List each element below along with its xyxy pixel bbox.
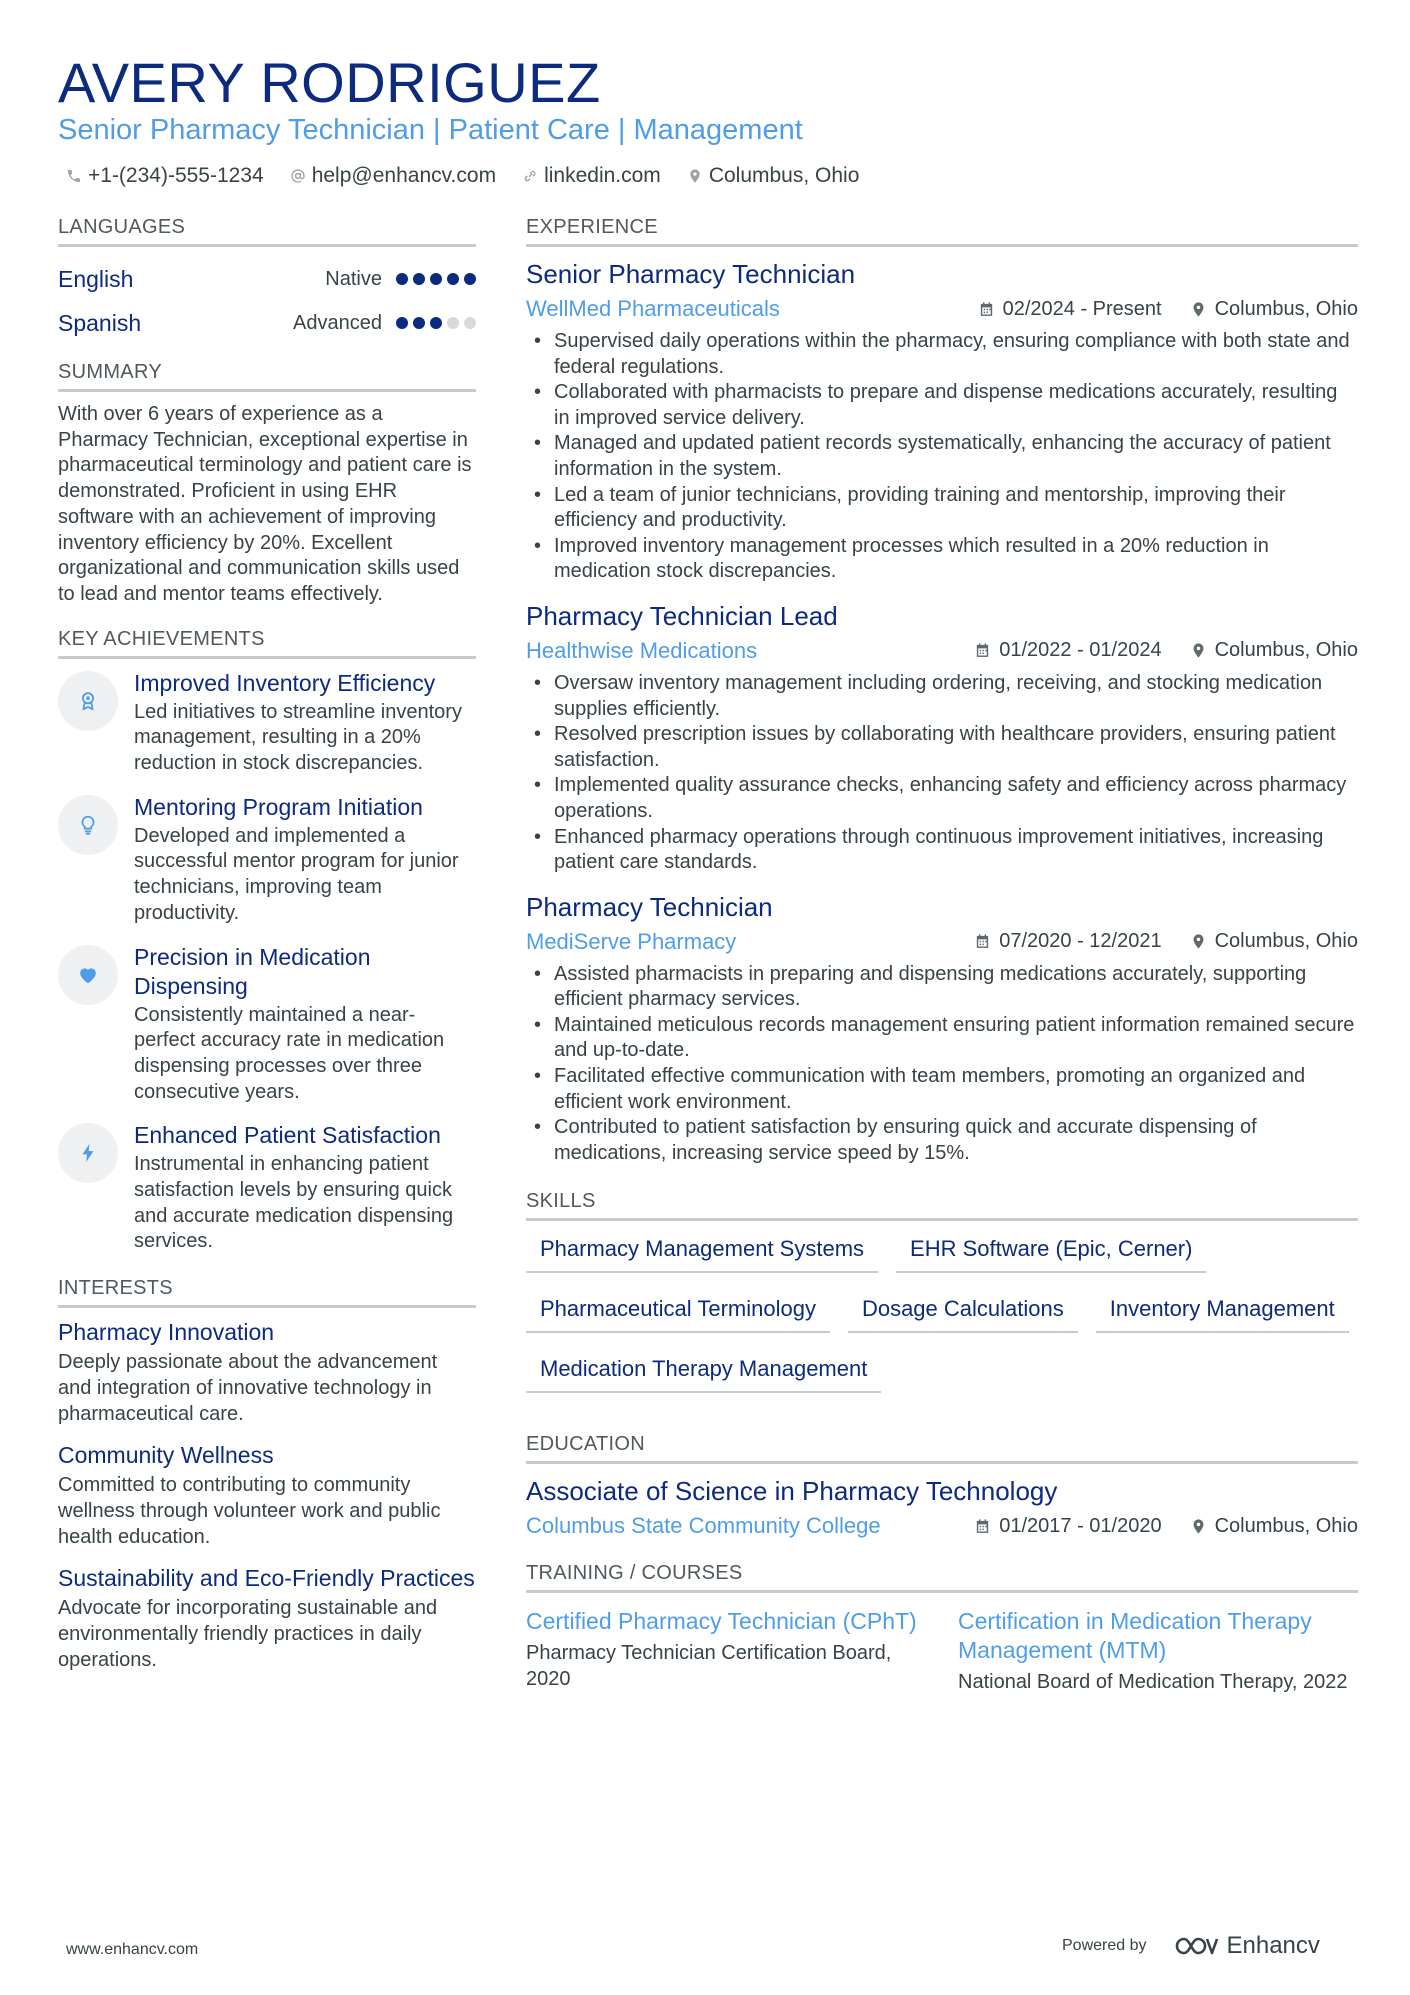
education-school: Columbus State Community College bbox=[526, 1513, 881, 1539]
bolt-icon bbox=[77, 1142, 99, 1164]
calendar-icon bbox=[978, 301, 995, 318]
linkedin-text: linkedin.com bbox=[544, 164, 661, 187]
training-org: National Board of Medication Therapy, 2022 bbox=[958, 1671, 1348, 1694]
award-icon bbox=[77, 690, 99, 712]
heart-icon bbox=[77, 964, 99, 986]
education-degree: Associate of Science in Pharmacy Technology bbox=[526, 1476, 1058, 1507]
contact-phone bbox=[66, 162, 264, 190]
training-list bbox=[526, 1607, 1358, 1695]
map-pin-icon bbox=[1190, 933, 1207, 950]
language-level: Native bbox=[325, 267, 382, 290]
job-bullet: • Contributed to patient satisfaction by ensuring quick and accurate dispensing of medications, increasing service speed by 15%. bbox=[526, 1115, 1358, 1166]
job-company: Healthwise Medications bbox=[526, 637, 758, 663]
footer-website[interactable]: www.enhancv.com bbox=[66, 1941, 199, 1958]
rating-dot-empty bbox=[447, 317, 459, 329]
rating-dot-filled bbox=[430, 273, 442, 285]
training-title: Certification in Medication Therapy Management (MTM) bbox=[958, 1608, 1312, 1664]
map-pin-icon bbox=[1190, 642, 1207, 659]
languages-list bbox=[58, 257, 476, 345]
powered-by-label: Powered by bbox=[1062, 1937, 1147, 1954]
job-dates: 07/2020 - 12/2021 bbox=[999, 930, 1162, 953]
language-item bbox=[58, 301, 476, 345]
rating-dot-filled bbox=[430, 317, 442, 329]
contact-linkedin[interactable] bbox=[522, 162, 661, 190]
job-bullet: • Implemented quality assurance checks, enhancing safety and efficiency across pharmacy operations. bbox=[526, 773, 1358, 824]
achievement-item bbox=[58, 793, 476, 927]
job-title: Pharmacy Technician Lead bbox=[526, 600, 838, 631]
achievement-title: Enhanced Patient Satisfaction bbox=[134, 1122, 441, 1149]
summary-heading: SUMMARY bbox=[58, 359, 476, 392]
achievement-title: Mentoring Program Initiation bbox=[134, 793, 423, 820]
training-item bbox=[526, 1607, 926, 1695]
job-bullets bbox=[526, 962, 1358, 1167]
email-text: help@enhancv.com bbox=[311, 164, 497, 187]
language-item bbox=[58, 257, 476, 301]
rating-dot-filled bbox=[447, 273, 459, 285]
rating-dot-filled bbox=[464, 273, 476, 285]
job-bullets bbox=[526, 671, 1358, 876]
interest-title: Sustainability and Eco-Friendly Practices bbox=[58, 1565, 475, 1592]
interests-heading: INTERESTS bbox=[58, 1275, 476, 1308]
job-bullet: • Maintained meticulous records management ensuring patient information remained secure and up-to-date. bbox=[526, 1013, 1358, 1064]
contact-bar bbox=[66, 162, 859, 190]
training-item bbox=[958, 1607, 1358, 1695]
job-company: WellMed Pharmaceuticals bbox=[526, 296, 780, 321]
language-level: Advanced bbox=[293, 311, 382, 334]
job-bullet: • Assisted pharmacists in preparing and dispensing medications accurately, supporting efficient pharmacy services. bbox=[526, 962, 1358, 1013]
location-text: Columbus, Ohio bbox=[708, 164, 860, 187]
achievement-title: Improved Inventory Efficiency bbox=[134, 669, 436, 696]
calendar-icon bbox=[974, 642, 991, 659]
skill-tag: EHR Software (Epic, Cerner) bbox=[896, 1231, 1206, 1273]
achievements-heading: KEY ACHIEVEMENTS bbox=[58, 626, 476, 659]
rating-dot-empty bbox=[464, 317, 476, 329]
interest-title: Community Wellness bbox=[58, 1442, 274, 1469]
training-org: Pharmacy Technician Certification Board, 2020 bbox=[526, 1642, 892, 1691]
interest-title: Pharmacy Innovation bbox=[58, 1319, 275, 1346]
phone-text: +1-(234)-555-1234 bbox=[88, 164, 264, 187]
job-dates: 01/2022 - 01/2024 bbox=[999, 639, 1162, 662]
achievement-desc: Consistently maintained a near-perfect accuracy rate in medication dispensing processes over three consecutive years. bbox=[134, 1003, 445, 1103]
job-bullet: • Resolved prescription issues by collaborating with healthcare providers, ensuring patient satisfaction. bbox=[526, 722, 1358, 773]
map-pin-icon bbox=[1190, 301, 1207, 318]
link-icon bbox=[522, 168, 538, 184]
job-location: Columbus, Ohio bbox=[1214, 297, 1358, 320]
rating-dot-filled bbox=[396, 273, 408, 285]
skill-tag: Inventory Management bbox=[1096, 1291, 1349, 1333]
footer-branding bbox=[1062, 1932, 1320, 1960]
interest-item bbox=[58, 1564, 476, 1673]
achievements-list bbox=[58, 669, 476, 1256]
achievement-title: Precision in Medication Dispensing bbox=[134, 943, 371, 999]
achievement-desc: Instrumental in enhancing patient satisfaction levels by ensuring quick and accurate medication dispensing services. bbox=[134, 1153, 454, 1253]
education-heading: EDUCATION bbox=[526, 1431, 1358, 1464]
rating-dot-filled bbox=[413, 317, 425, 329]
brand-name: Enhancv bbox=[1226, 1932, 1320, 1959]
interest-desc: Deeply passionate about the advancement and integration of innovative technology in pharmaceutical care. bbox=[58, 1351, 438, 1425]
at-icon bbox=[290, 168, 306, 184]
languages-heading: LANGUAGES bbox=[58, 214, 476, 247]
candidate-name: AVERY RODRIGUEZ bbox=[58, 51, 601, 114]
achievement-desc: Developed and implemented a successful mentor program for junior technicians, improving team productivity. bbox=[134, 824, 459, 924]
language-name: English bbox=[58, 265, 134, 292]
job-bullet: • Improved inventory management processes which resulted in a 20% reduction in medication stock discrepancies. bbox=[526, 534, 1358, 585]
candidate-headline: Senior Pharmacy Technician | Patient Care | Management bbox=[58, 114, 803, 146]
calendar-icon bbox=[974, 1518, 991, 1535]
lightbulb-icon bbox=[77, 814, 99, 836]
map-pin-icon bbox=[1190, 1518, 1207, 1535]
summary-text: With over 6 years of experience as a Pharmacy Technician, exceptional expertise in pharmaceutical terminology and patient care is demonstrated. Proficient in using EHR software with an achievement of improving inventory efficiency by 20%. Excellent organizational and communication skills used to lead and mentor teams effectively. bbox=[58, 403, 472, 605]
enhancv-logo-icon bbox=[1173, 1934, 1219, 1958]
job-bullet: • Led a team of junior technicians, providing training and mentorship, improving their efficiency and productivity. bbox=[526, 483, 1358, 534]
job-title: Senior Pharmacy Technician bbox=[526, 259, 856, 289]
interests-list bbox=[58, 1318, 476, 1673]
skill-tag: Medication Therapy Management bbox=[526, 1351, 881, 1393]
brand-logo[interactable] bbox=[1173, 1932, 1320, 1960]
achievement-item bbox=[58, 669, 476, 777]
achievement-desc: Led initiatives to streamline inventory management, resulting in a 20% reduction in stock discrepancies. bbox=[134, 700, 462, 775]
education-location: Columbus, Ohio bbox=[1214, 1514, 1358, 1537]
education-dates: 01/2017 - 01/2020 bbox=[999, 1514, 1162, 1537]
language-rating bbox=[396, 273, 476, 285]
job-bullets bbox=[526, 329, 1358, 585]
job-bullet: • Supervised daily operations within the pharmacy, ensuring compliance with both state and federal regulations. bbox=[526, 329, 1358, 380]
job-bullet: • Oversaw inventory management including ordering, receiving, and stocking medication supplies efficiently. bbox=[526, 671, 1358, 722]
job-entry bbox=[526, 599, 1358, 876]
contact-location bbox=[687, 162, 860, 190]
job-bullet: • Enhanced pharmacy operations through continuous improvement initiatives, increasing patient care standards. bbox=[526, 825, 1358, 876]
job-bullet: • Managed and updated patient records systematically, enhancing the accuracy of patient information in the system. bbox=[526, 431, 1358, 482]
training-title: Certified Pharmacy Technician (CPhT) bbox=[526, 1608, 917, 1635]
job-location: Columbus, Ohio bbox=[1214, 930, 1358, 953]
training-heading: TRAINING / COURSES bbox=[526, 1560, 1358, 1593]
contact-email[interactable] bbox=[290, 162, 496, 190]
skill-tag: Pharmaceutical Terminology bbox=[526, 1291, 830, 1333]
right-column bbox=[526, 214, 1358, 1695]
job-company: MediServe Pharmacy bbox=[526, 928, 737, 954]
rating-dot-filled bbox=[413, 273, 425, 285]
interest-item bbox=[58, 1441, 476, 1550]
calendar-icon bbox=[974, 933, 991, 950]
job-dates: 02/2024 - Present bbox=[1002, 297, 1162, 320]
job-entry bbox=[526, 257, 1358, 585]
skills-list bbox=[526, 1231, 1358, 1393]
interest-desc: Advocate for incorporating sustainable and environmentally friendly practices in daily operations. bbox=[58, 1597, 438, 1671]
achievement-item bbox=[58, 943, 476, 1106]
phone-icon bbox=[66, 168, 82, 184]
map-pin-icon bbox=[687, 168, 703, 184]
language-rating bbox=[396, 317, 476, 329]
language-name: Spanish bbox=[58, 309, 142, 336]
job-title: Pharmacy Technician bbox=[526, 891, 773, 922]
job-entry bbox=[526, 890, 1358, 1167]
experience-heading: EXPERIENCE bbox=[526, 214, 1358, 247]
skill-tag: Dosage Calculations bbox=[848, 1291, 1078, 1333]
skill-tag: Pharmacy Management Systems bbox=[526, 1231, 878, 1273]
skills-heading: SKILLS bbox=[526, 1188, 1358, 1221]
interest-item bbox=[58, 1318, 476, 1427]
interest-desc: Committed to contributing to community wellness through volunteer work and public health education. bbox=[58, 1474, 441, 1548]
achievement-item bbox=[58, 1121, 476, 1255]
rating-dot-filled bbox=[396, 317, 408, 329]
job-bullet: • Collaborated with pharmacists to prepare and dispense medications accurately, resulting in improved service delivery. bbox=[526, 380, 1358, 431]
job-location: Columbus, Ohio bbox=[1214, 639, 1358, 662]
left-column bbox=[58, 214, 476, 1688]
job-bullet: • Facilitated effective communication with team members, promoting an organized and efficient work environment. bbox=[526, 1064, 1358, 1115]
